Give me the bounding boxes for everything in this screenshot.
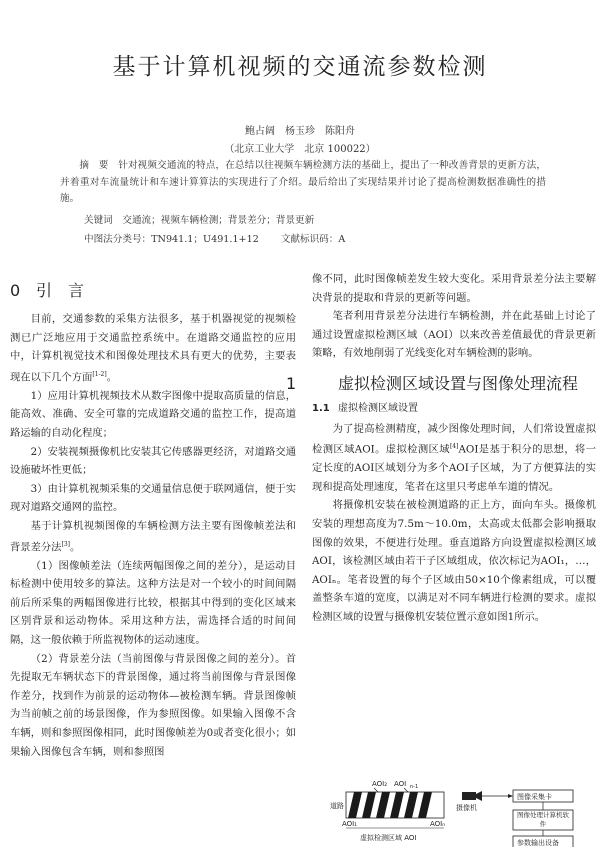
paragraph xyxy=(10,310,296,387)
authors: 鲍占阔 杨玉珍 陈阳舟 xyxy=(245,126,355,137)
section-0-title: 引 言 xyxy=(36,281,85,300)
output-device-label: 参数输出设备 xyxy=(517,839,559,847)
subsection-1-1-number: 1.1 xyxy=(312,402,330,414)
abstract-label: 摘 要 xyxy=(79,160,109,171)
paragraph-tail: 。 xyxy=(69,540,81,553)
paragraph-tail: AOI是基于积分的思想，将一定长度的AOI区域划分为多个AOI子区域，为了方便算法的实现和提高处理速度，笔者在这里只考虑单车道的情况。 xyxy=(312,443,596,493)
paragraph: （1）图像帧差法（连续两幅图像之间的差分），是运动目标检测中使用较多的算法。这种方法是对一个较小的时间间隔前后所采集的两幅图像进行比较，根据其中得到的变化区域来区别背景和运动物体。采用这种方法，需选择合适的时间间隔，这一般依赖于所监视物体的运动速度。 xyxy=(10,559,296,646)
section-0-heading xyxy=(10,278,296,304)
paragraph: 1）应用计算机视频技术从数字图像中提取高质量的信息，能高效、准确、安全可靠的完成道路交通的监控工作，提高道路运输的自动化程度； xyxy=(10,389,296,439)
aoi-top-label-n-1: n-1 xyxy=(410,784,419,790)
camera-icon xyxy=(462,792,476,800)
aoi-1-label: AOI₁ xyxy=(342,820,358,828)
paragraph: 笔者利用背景差分法进行车辆检测，并在此基础上讨论了通过设置虚拟检测区域（AOI）以来改善差值最优的背景更新策略，有效地削弱了光线变化对车辆检测的影响。 xyxy=(312,310,596,360)
road-label: 道路 xyxy=(330,802,344,810)
paragraph: 3）由计算机视频采集的交通量信息便于联网通信，便于实现对道路交通网的监控。 xyxy=(10,482,296,514)
paragraph xyxy=(10,517,296,557)
document-code: 文献标识码：A xyxy=(280,234,346,245)
paper-title: 基于计算机视频的交通流参数检测 xyxy=(112,54,488,80)
paragraph: 像不同，此时图像帧差发生较大变化。采用背景差分法主要解决背景的提取和背景的更新等问题。 xyxy=(312,273,596,304)
section-0-number: 0 xyxy=(10,281,21,300)
keywords-label: 关键词 xyxy=(84,215,113,226)
affiliation: （北京工业大学 北京 100022） xyxy=(224,144,376,155)
camera-label: 摄像机 xyxy=(456,804,477,812)
left-column xyxy=(10,278,296,761)
right-column xyxy=(286,270,596,627)
citation: [1-2] xyxy=(92,370,107,378)
aoi-n-label: AOIₙ xyxy=(430,820,446,828)
paragraph-tail: 。 xyxy=(106,371,118,384)
paragraph-text: 目前，交通参数的采集方法很多，基于机器视觉的视频检测已广泛地应用于交通监控系统中。在道路交通监控的应用中，计算机视觉技术和图像处理技术具有更大的优势，主要表现在以下几个方面 xyxy=(10,313,296,384)
processing-software-label: 图像处理计算机软件 xyxy=(517,811,569,828)
keywords xyxy=(84,212,554,226)
aoi-top-label-2: AOI₂ xyxy=(372,780,388,788)
processing-software-label-wrap xyxy=(515,811,571,830)
keywords-text: 交通流；视频车辆检测；背景差分；背景更新 xyxy=(122,215,315,226)
citation: [3] xyxy=(61,540,70,548)
paragraph-text: 基于计算机视频图像的车辆检测方法主要有图像帧差法和背景差分法 xyxy=(10,519,296,553)
paragraph: 将摄像机安装在被检测道路的正上方，面向车头。摄像机安装的理想高度为7.5m～10.0m，太高或太低都会影响摄取图像的效果，不便进行处理。垂直道路方向设置虚拟检测区域AOI，该检测区域由若干子区域组成，依次标记为AOI₁，…，AOIₙ。笔者设置的每个子区域由50×10个像素组成，可以覆盖整条车道的宽度，以满足对不同车辆进行检测的要求。虚拟检测区域的设置与摄像机安装位置示意如图1所示。 xyxy=(312,499,596,623)
subsection-1-1-title: 虚拟检测区域设置 xyxy=(338,402,418,414)
classification xyxy=(84,231,554,245)
arrow-icon xyxy=(508,794,513,798)
section-1-title: 虚拟检测区域设置与图像处理流程 xyxy=(338,373,579,393)
figure-1 xyxy=(324,778,584,847)
paragraph-text: 为了提高检测精度，减少图像处理时间，人们常设置虚拟检测区域AOI。虚拟检测区域 xyxy=(312,422,596,456)
subsection-1-1-heading xyxy=(312,400,596,419)
capture-card-label: 图像采集卡 xyxy=(517,793,552,801)
region-caption: 虚拟检测区域 AOI xyxy=(360,834,417,842)
section-1-number: 1 xyxy=(286,373,297,393)
paragraph xyxy=(312,420,596,497)
aoi-top-label: AOI xyxy=(394,780,407,788)
paragraph: （2）背景差分法（当前图像与背景图像之间的差分）。首先提取无车辆状态下的背景图像，通过将当前图像与背景图像作差分，找到作为前景的运动物体—被检测车辆。背景图像帧为当前帧之前的场景图像，作为参照图像。如果输入图像不含车辆，则和参照图像相同，此时图像帧差为0或者变化很小；如果输入图像包含车辆，则和参照图 xyxy=(10,652,296,758)
citation: [4] xyxy=(449,443,459,451)
clc-number: 中图法分类号：TN941.1；U491.1+12 xyxy=(84,234,259,245)
leader-line xyxy=(374,788,378,792)
abstract-text: 针对视频交通流的特点，在总结以往视频车辆检测方法的基础上，提出了一种改善背景的更新方法，并着重对车流量统计和车速计算算法的实现进行了介绍。最后给出了实现结果并讨论了提高检测数据准确性的措施。 xyxy=(60,160,547,204)
camera-lens-icon xyxy=(476,791,482,801)
section-1-heading xyxy=(286,371,596,397)
leader-line xyxy=(404,788,408,792)
paragraph: 2）安装视频摄像机比安装其它传感器更经济，对道路交通设施破坏性更低； xyxy=(10,445,296,477)
abstract xyxy=(60,158,546,208)
